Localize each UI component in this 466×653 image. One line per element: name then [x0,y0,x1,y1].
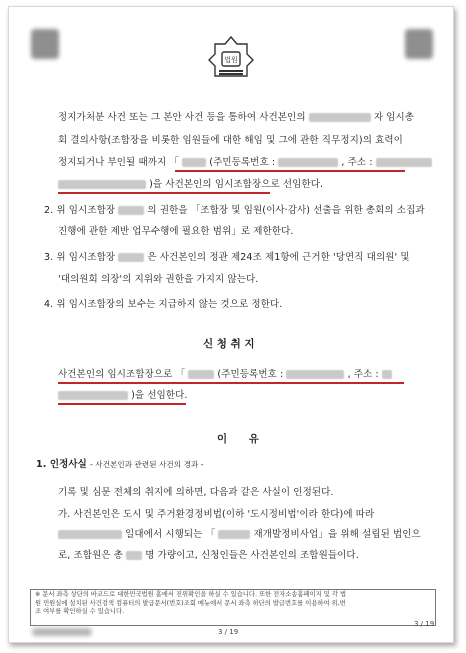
reason-title: 이 유 [217,433,259,445]
svg-text:법원: 법원 [224,56,238,64]
underline [58,382,404,384]
reason-line4: 로, 조합원은 총 명 가량이고, 신청인들은 사건본인의 조합원들이다. [58,550,359,561]
redacted-name [118,253,144,262]
underline [58,192,270,194]
item2-line1: 2. 위 임시조합장 의 권한을 「조합장 및 임원(이사·감사) 선출을 위한 총회의 소집과 [44,205,425,216]
claim-line2: )을 선임한다. [58,390,188,402]
barcode-redaction [31,29,59,59]
issue-number-redaction [32,628,92,636]
page-number-right: 3 / 19 [414,620,435,628]
verification-notice: ※ 문서 좌측 상단의 바코드로 대한민국법원 홈에서 진위확인을 하실 수 있습니다. 또한 전자소송홈페이지 및 각 법 원 민원실에 설치된 사건검색 컴퓨터의 발급문서(번호)조회 메뉴에서 문서 좌측 하단의 발급번호를 이용하여 위,변 조 여부를 확인하실 수 있습니다. [30,589,436,626]
underline [175,170,405,172]
court-seal-icon [207,34,255,80]
document-page [8,6,454,643]
reason-heading: 1. 인정사실 - 사건본인과 관련된 사건의 경과 - [36,459,204,470]
redacted-name [188,370,214,379]
reason-line3: 일대에서 시행되는 「 재개발정비사업」을 위해 설립된 법인으 [58,529,421,541]
item3-line1: 3. 위 임시조합장 은 사건본인의 정관 제24조 제1항에 근거한 '당연직 대의원' 및 [44,252,410,263]
underline [58,403,186,405]
redacted-address [382,370,392,379]
reason-line1: 기록 및 심문 전체의 취지에 의하면, 다음과 같은 사실이 인정된다. [58,487,334,498]
redacted-address-cont [58,180,146,189]
redacted-text [309,113,371,122]
redacted-id [278,158,338,167]
redacted-project [218,530,250,539]
barcode-redaction-right [405,29,433,59]
redacted-name [118,206,144,215]
para1-line2: 회 결의사항(조합장을 비롯한 임원들에 대한 해임 및 그에 관한 직무정지)의 효력이 [58,135,403,146]
item4-line1: 4. 위 임시조합장의 보수는 지급하지 않는 것으로 정한다. [44,299,283,310]
redacted-count [126,551,142,560]
redacted-address [376,158,432,167]
redacted-address-cont [58,391,128,400]
para1-line4: )을 사건본인의 임시조합장으로 선임한다. [58,179,323,191]
item2-line2: 진행에 관한 제반 업무수행에 필요한 범위」로 제한한다. [58,226,294,237]
redacted-location [58,530,122,539]
claim-line1: 사건본인의 임시조합장으로 「 (주민등록번호 : , 주소 : [58,369,392,381]
redacted-id [286,370,344,379]
reason-line2: 가. 사건본인은 도시 및 주거환경정비법(이하 '도시정비법'이라 한다)에 따라 [58,509,375,520]
page-number: 3 / 19 [218,628,239,636]
redacted-name [182,158,206,167]
claim-title: 신 청 취 지 [203,338,255,350]
para1-line1: 정지가처분 사건 또는 그 본안 사건 등을 통하여 사건본인의 자 임시총 [58,112,415,123]
item3-line2: '대의원회 의장'의 지위와 권한을 가지지 않는다. [58,274,259,285]
para1-line3: 정지되거나 부인될 때까지 「 (주민등록번호 : , 주소 : [58,157,432,169]
